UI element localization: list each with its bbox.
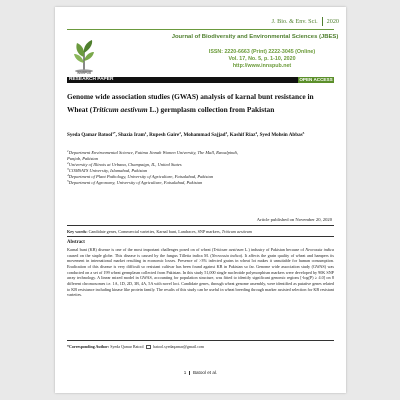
affiliation-item: Punjab, Pakistan bbox=[67, 156, 98, 162]
article-type-label: RESEARCH PAPER bbox=[69, 76, 114, 82]
affiliation-item: $^5$Department of Agronomy, University of Agriculture, Faisalabad, Pakistan bbox=[67, 179, 203, 186]
paper-title-part2: L.) germplasm collection from Pakistan bbox=[147, 104, 275, 114]
keywords-line bbox=[67, 229, 334, 234]
paper-title-part1: Genome wide association studies (GWAS) analysis of karnal bunt resistance in Wheat ( bbox=[67, 92, 314, 114]
masthead-rule bbox=[67, 29, 334, 30]
journal-title: Journal of Biodiversity and Environmental Sciences (JBES) bbox=[171, 34, 339, 40]
running-header-journal: J. Bio. & Env. Sci. bbox=[271, 17, 318, 25]
corresponding-label: *Corresponding Author: bbox=[67, 344, 110, 349]
publication-date: Article published on November 20, 2020 bbox=[256, 217, 332, 222]
running-header bbox=[227, 17, 339, 27]
affiliation-list bbox=[67, 150, 333, 187]
email-icon bbox=[146, 345, 152, 350]
author-affiliation-marker: 1 bbox=[144, 131, 147, 135]
paper-title-species: Triticum aestivum bbox=[92, 104, 148, 114]
footer-separator bbox=[189, 371, 190, 375]
divider bbox=[67, 225, 334, 226]
author-list: Syeda Qamar Batool$^{1*}$, Shazia Iram$^1$, Rupesh Gaire$^2$, Mohammad Sajjad$^3$, Kashif Riaz$^4$, Syed Mohsin Abbas$^5$ bbox=[67, 131, 305, 138]
running-header-separator bbox=[322, 17, 323, 26]
author-name: Mohammad Sajjad bbox=[183, 132, 226, 138]
author-name: Syed Mohsin Abbas bbox=[259, 132, 303, 138]
journal-logo-icon bbox=[69, 37, 99, 75]
page-footer bbox=[67, 370, 334, 375]
divider bbox=[67, 340, 334, 341]
author-affiliation-marker: 5 bbox=[302, 131, 305, 135]
author-affiliation-marker: 4 bbox=[255, 131, 258, 135]
paper-title bbox=[67, 91, 329, 116]
keywords-label: Key words: bbox=[67, 229, 88, 234]
keywords-species: Triticum aestivum bbox=[221, 229, 252, 234]
author-name: Syeda Qamar Batool bbox=[67, 132, 113, 138]
author-name: Shazia Iram bbox=[118, 132, 145, 138]
corresponding-email: batool.syedaqamar@gmail.com bbox=[153, 344, 204, 349]
corresponding-name: Syeda Qamar Batool bbox=[109, 344, 144, 349]
author-name: Rupesh Gaire bbox=[149, 132, 180, 138]
article-type-bar bbox=[67, 77, 334, 83]
journal-url bbox=[185, 63, 339, 69]
divider bbox=[67, 236, 334, 237]
paper-page bbox=[55, 7, 346, 393]
journal-url-link[interactable]: http://www.innspub.net bbox=[232, 63, 292, 69]
running-header-year: 2020 bbox=[326, 17, 339, 25]
keywords-text: Candidate genes, Commercial varieties, Karnal bunt, Landraces, SNP markers, bbox=[87, 229, 222, 234]
author-affiliation-marker: 2 bbox=[179, 131, 181, 135]
corresponding-author bbox=[67, 344, 334, 349]
page-number: 1 bbox=[183, 370, 187, 375]
journal-issn: ISSN: 2220-6663 (Print) 2222-3045 (Online) bbox=[208, 49, 316, 55]
author-affiliation-marker: 1* bbox=[112, 131, 116, 135]
author-name: Kashif Riaz bbox=[229, 132, 256, 138]
footer-author: Batool et al. bbox=[192, 370, 218, 375]
abstract-body: Karnal bunt (KB) disease is one of the most important challenges posed on of wheat (Triticum aestivum L.) industry of Pakistan because of Neovossia indica caused on the staple globe. This disease is caused by the fungus Tilletia indica M. (Neovossia indica). It affects the grain quality of wheat and hampers its movement in international market resulting in economic losses. Presence of >3% infected grains in wheat lot makes it unsuitable for human consumption. Eradication of this disease is very difficult so resistant cultivar has been found against KB in Pakistan so far. Genome wide association study (GWAS) was conducted on a set of 199 wheat germplasm collected from Pakistan. In this study 51,000 single nucleotide polymorphism markers were developed by 90K SNP array technology. A linear mixed model in GWAS, accounting for population structure, was fitted to identify significant genomic regions [-log(P) ≥ 4.0] on 8 different chromosomes i.e. 1A, 1D, 2D, 3B, 4A, 5A with novel loci. Candidate genes, through wheat genome assembly, were identified as putative genes related to KB resistance including kinase like protein family. The results of this study can be useful in wheat breeding through marker assisted selection for KB resistant varieties. bbox=[67, 247, 335, 298]
author-affiliation-marker: 3 bbox=[225, 131, 228, 135]
journal-volume: Vol. 17, No. 5, p. 1-10, 2020 bbox=[228, 56, 296, 62]
affiliation-item: $^2$University of Illinois at Urbana, Champaign, IL, United States bbox=[67, 161, 182, 168]
affiliation-item: $^3$COMSATS University, Islamabad, Pakistan bbox=[67, 167, 148, 174]
affiliation-item: $^1$Department Environmental Science, Fatima Jinnah Women University, The Mall, Rawalpindi, bbox=[67, 149, 238, 155]
abstract-heading: Abstract bbox=[67, 240, 85, 245]
open-access-badge: OPEN ACCESS bbox=[299, 77, 333, 82]
affiliation-item: $^4$Department of Plant Pathology, University of Agriculture, Faisalabad, Pakistan bbox=[67, 173, 214, 180]
logo-wordmark: INNSPUB bbox=[76, 71, 92, 75]
